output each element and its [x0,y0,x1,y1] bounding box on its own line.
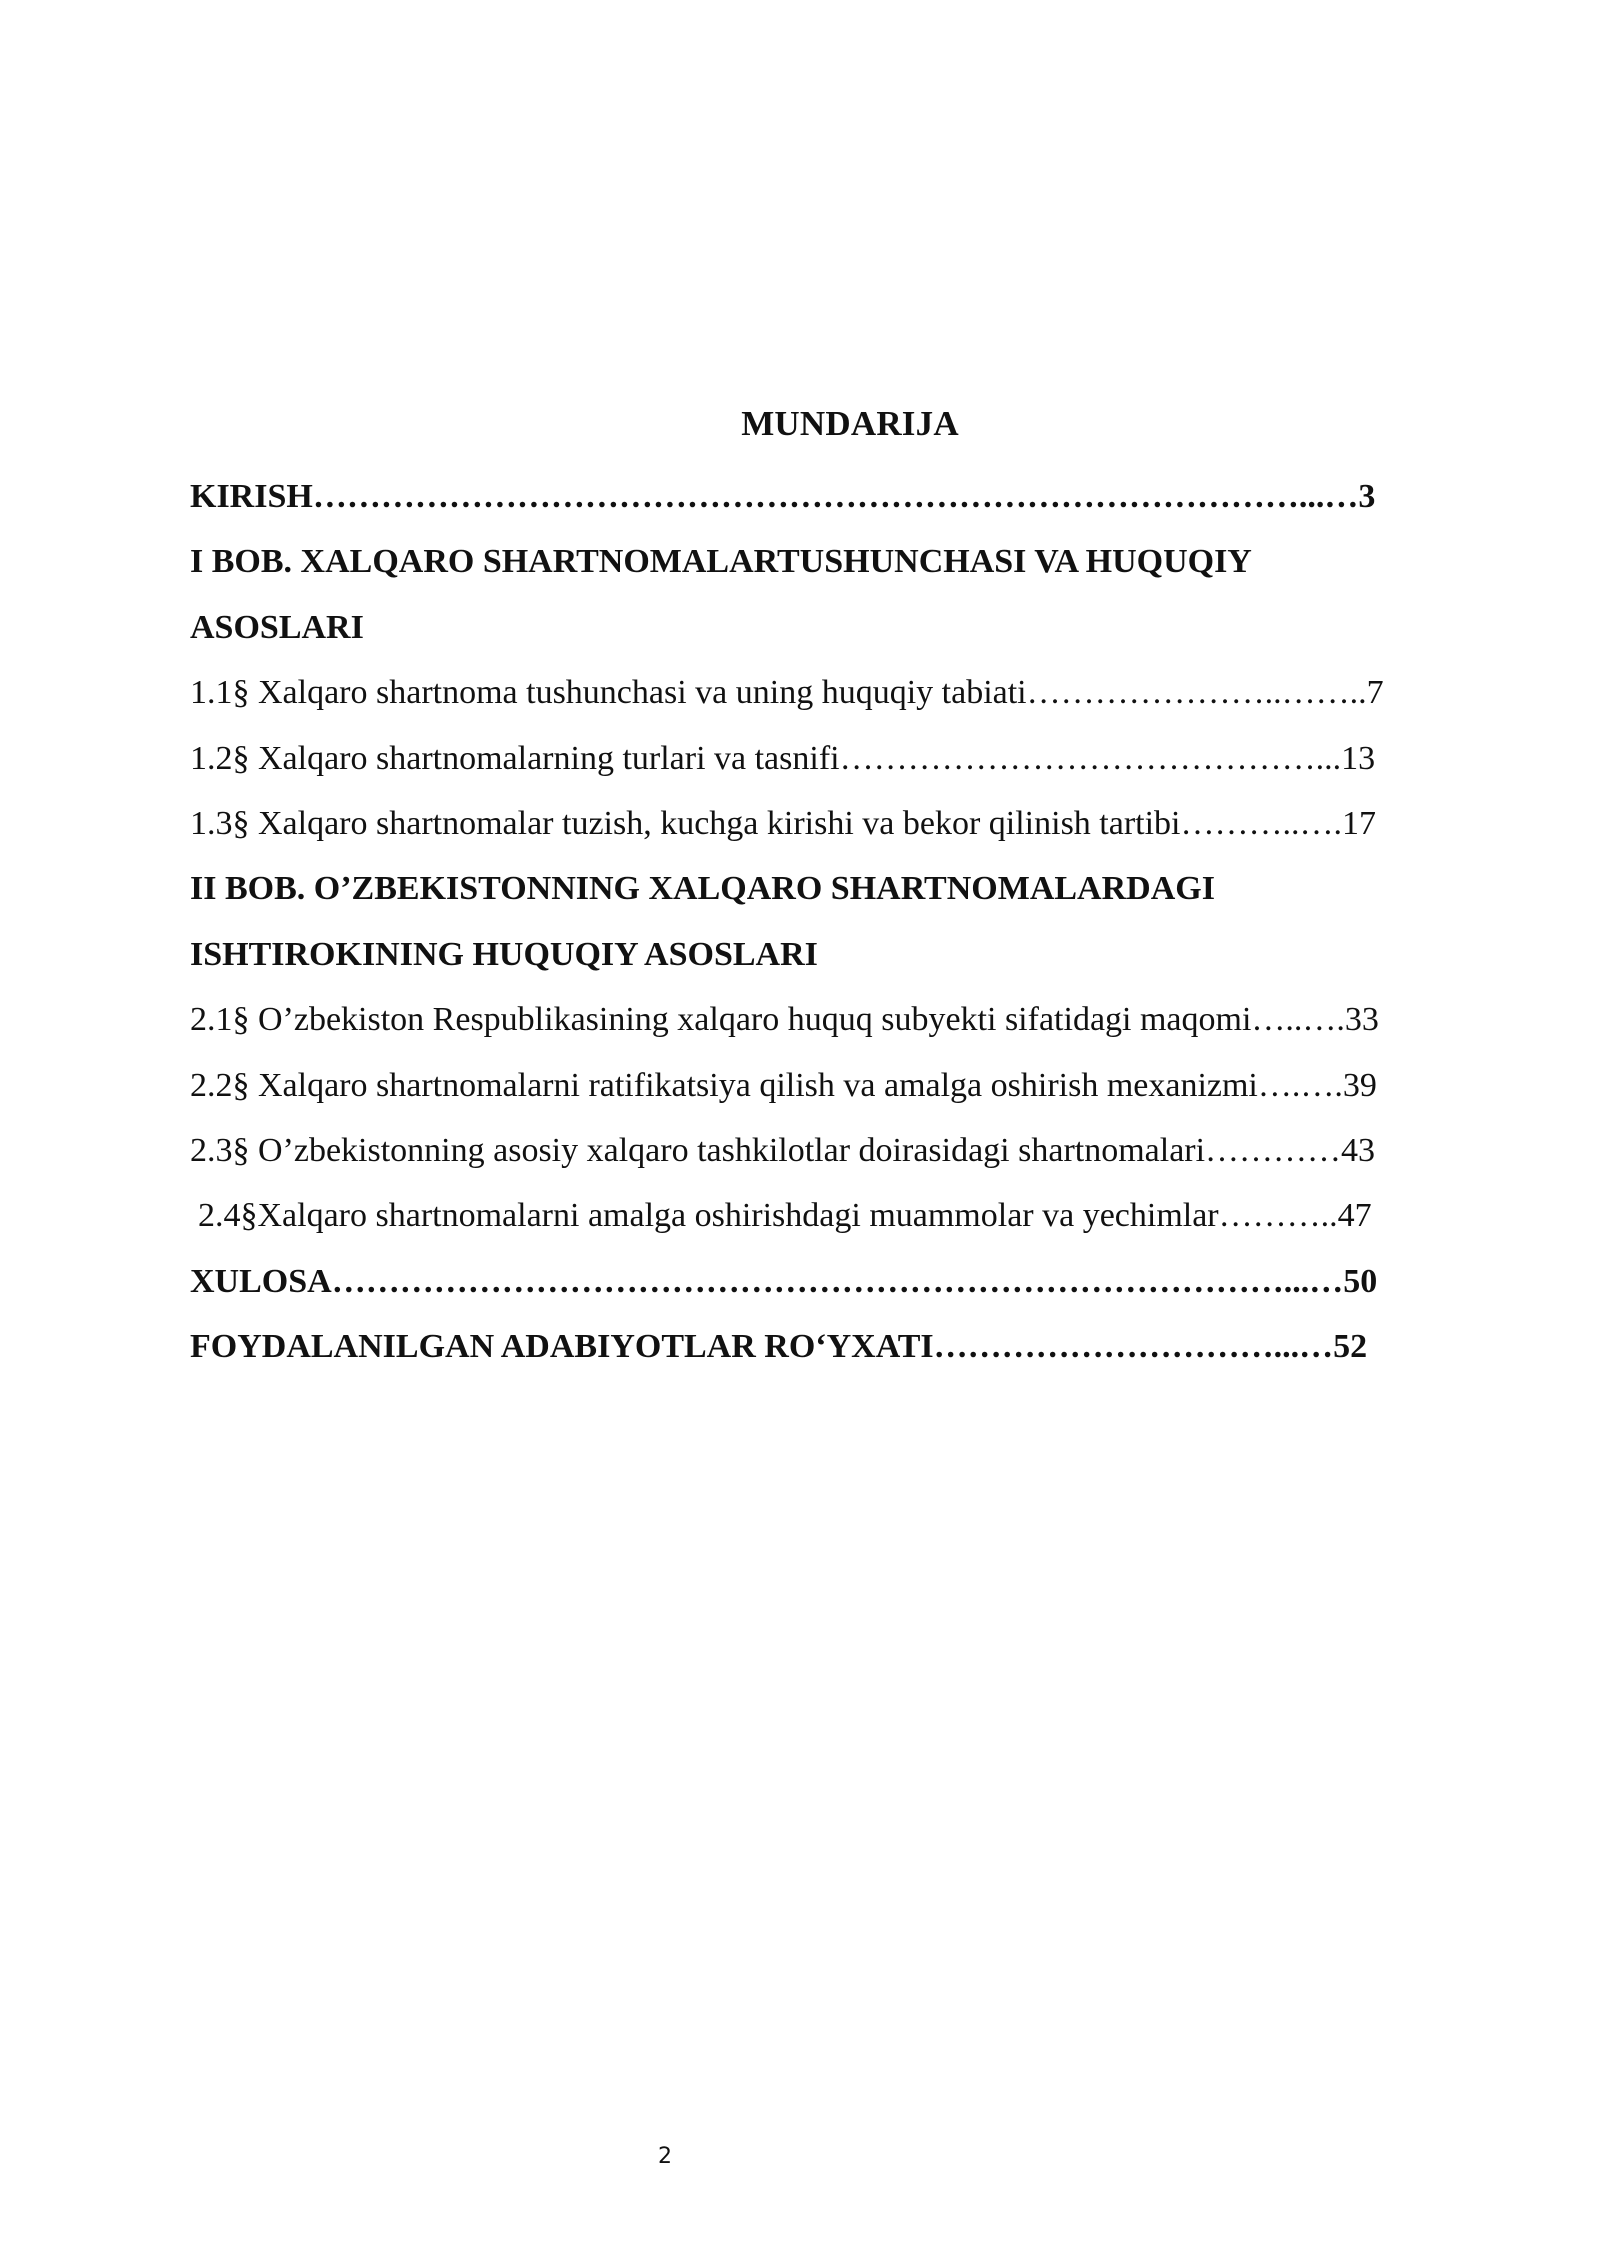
toc-entry-section-1-3: 1.3§ Xalqaro shartnomalar tuzish, kuchga kirishi va bekor qilinish tartibi………..….17 [190,804,1376,842]
table-of-contents [190,464,1510,1379]
toc-entry-chapter-2-line-2: ISHTIROKINING HUQUQIY ASOSLARI [190,935,818,973]
page-number: 2 [658,2144,672,2169]
toc-entry-chapter-1-line-1: I BOB. XALQARO SHARTNOMALARTUSHUNCHASI VA HUQUQIY [190,543,1252,581]
toc-entry-xulosa: XULOSA…………………………………………………………………………...…50 [190,1262,1378,1300]
toc-entry-chapter-2-line-1: II BOB. O’ZBEKISTONNING XALQARO SHARTNOMALARDAGI [190,870,1215,908]
toc-entry-section-2-4: 2.4§Xalqaro shartnomalarni amalga oshirishdagi muammolar va yechimlar………..47 [198,1197,1372,1235]
toc-entry-section-2-3: 2.3§ O’zbekistonning asosiy xalqaro tashkilotlar doirasidagi shartnomalari…………43 [190,1131,1376,1169]
toc-entry-section-1-2: 1.2§ Xalqaro shartnomalarning turlari va tasnifi……………………………………...13 [190,739,1376,777]
toc-entry-chapter-1-line-2: ASOSLARI [190,608,364,646]
toc-entry-section-2-1: 2.1§ O’zbekiston Respublikasining xalqaro huquq subyekti sifatidagi maqomi…..….33 [190,1001,1379,1039]
toc-entry-kirish: KIRISH……………………………………………………………………………...…3 [190,478,1376,515]
page-title: MUNDARIJA [741,404,959,443]
toc-entry-section-1-1: 1.1§ Xalqaro shartnoma tushunchasi va uning huquqiy tabiati…………………..……..7 [190,674,1384,712]
toc-entry-section-2-2: 2.2§ Xalqaro shartnomalarni ratifikatsiya qilish va amalga oshirish mexanizmi….….39 [190,1066,1377,1104]
toc-entry-references: FOYDALANILGAN ADABIYOTLAR RO‘YXATI…………………………...…52 [190,1328,1368,1366]
